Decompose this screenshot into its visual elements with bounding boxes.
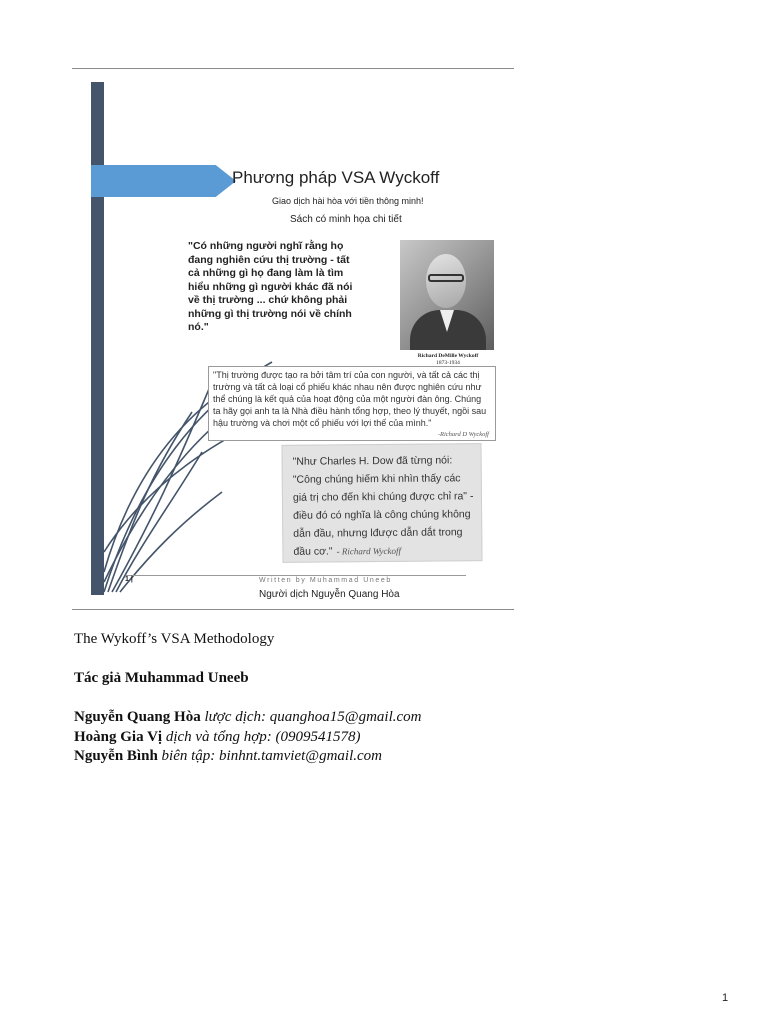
cover-title: Phương pháp VSA Wyckoff (232, 168, 440, 187)
document-author: Tác giả Muhammad Uneeb (74, 670, 249, 686)
cover-quote-1: "Có những người nghĩ rằng họ đang nghiên cứu thị trường - tất cả những gì họ đang làm là tìm hiểu những gì người khác đã nói về thị trường ... chứ không phải những gì thị trường nói về chính nó." (188, 240, 353, 333)
cover-footer-line (126, 575, 466, 576)
cover-page-number: 1 | (125, 576, 133, 583)
document-title: The Wykoff’s VSA Methodology (74, 631, 275, 647)
quote-2-source: -Richard D Wyckoff (437, 431, 489, 438)
photo-caption-years: 1873-1934 (436, 360, 460, 366)
credit-line-2 (74, 728, 360, 746)
credit-name: Nguyễn Quang Hòa (74, 709, 201, 725)
cover-image (72, 72, 514, 608)
cover-quote-3 (281, 443, 482, 563)
portrait-photo (400, 240, 494, 350)
cover-subtitle-2: Sách có minh họa chi tiết (290, 214, 402, 225)
bottom-rule (72, 609, 514, 610)
cover-translator: Người dịch Nguyễn Quang Hòa (259, 589, 400, 600)
blue-arrow-banner (91, 165, 236, 197)
cover-subtitle: Giao dịch hài hòa với tiền thông minh! (272, 196, 424, 206)
credit-role: lược dịch: quanghoa15@gmail.com (204, 709, 422, 725)
photo-caption-name: Richard DeMille Wyckoff (417, 353, 479, 359)
page-number: 1 (722, 992, 729, 1004)
top-rule (72, 68, 514, 69)
credit-line-1 (74, 708, 422, 726)
cover-quote-2 (208, 366, 496, 441)
credit-role: dịch và tổng hợp: (0909541578) (165, 729, 361, 745)
vertical-bar (91, 82, 104, 595)
cover-written-by: Written by Muhammad Uneeb (259, 577, 392, 584)
quote-3-text: "Như Charles H. Dow đã từng nói: "Công chúng hiếm khi nhìn thấy các giá trị cho đến khi chúng được chỉ ra" - điều đó có nghĩa là công chúng không dẫn đầu, nhưng lđược dẫn dắt trong đầu cơ." (292, 454, 474, 558)
credit-line-3 (74, 747, 382, 765)
credit-name: Nguyễn Bình (74, 748, 158, 764)
credit-name: Hoàng Gia Vị (74, 729, 163, 745)
quote-2-text: "Thị trường được tạo ra bởi tâm trí của con người, và tất cả các thị trường và tất cả loại cổ phiếu khác nhau nên được nghiên cứu như thể chúng là kết quả của hoạt động của một người đàn ông. Chúng ta hãy gọi anh ta là Nhà điều hành tổng hợp, theo lý thuyết, ngồi sau hậu trường và chơi một cổ phiếu với lợi thế của mình." (213, 370, 487, 428)
credit-role: biên tập: binhnt.tamviet@gmail.com (161, 748, 382, 764)
quote-3-source: - Richard Wyckoff (336, 545, 402, 557)
